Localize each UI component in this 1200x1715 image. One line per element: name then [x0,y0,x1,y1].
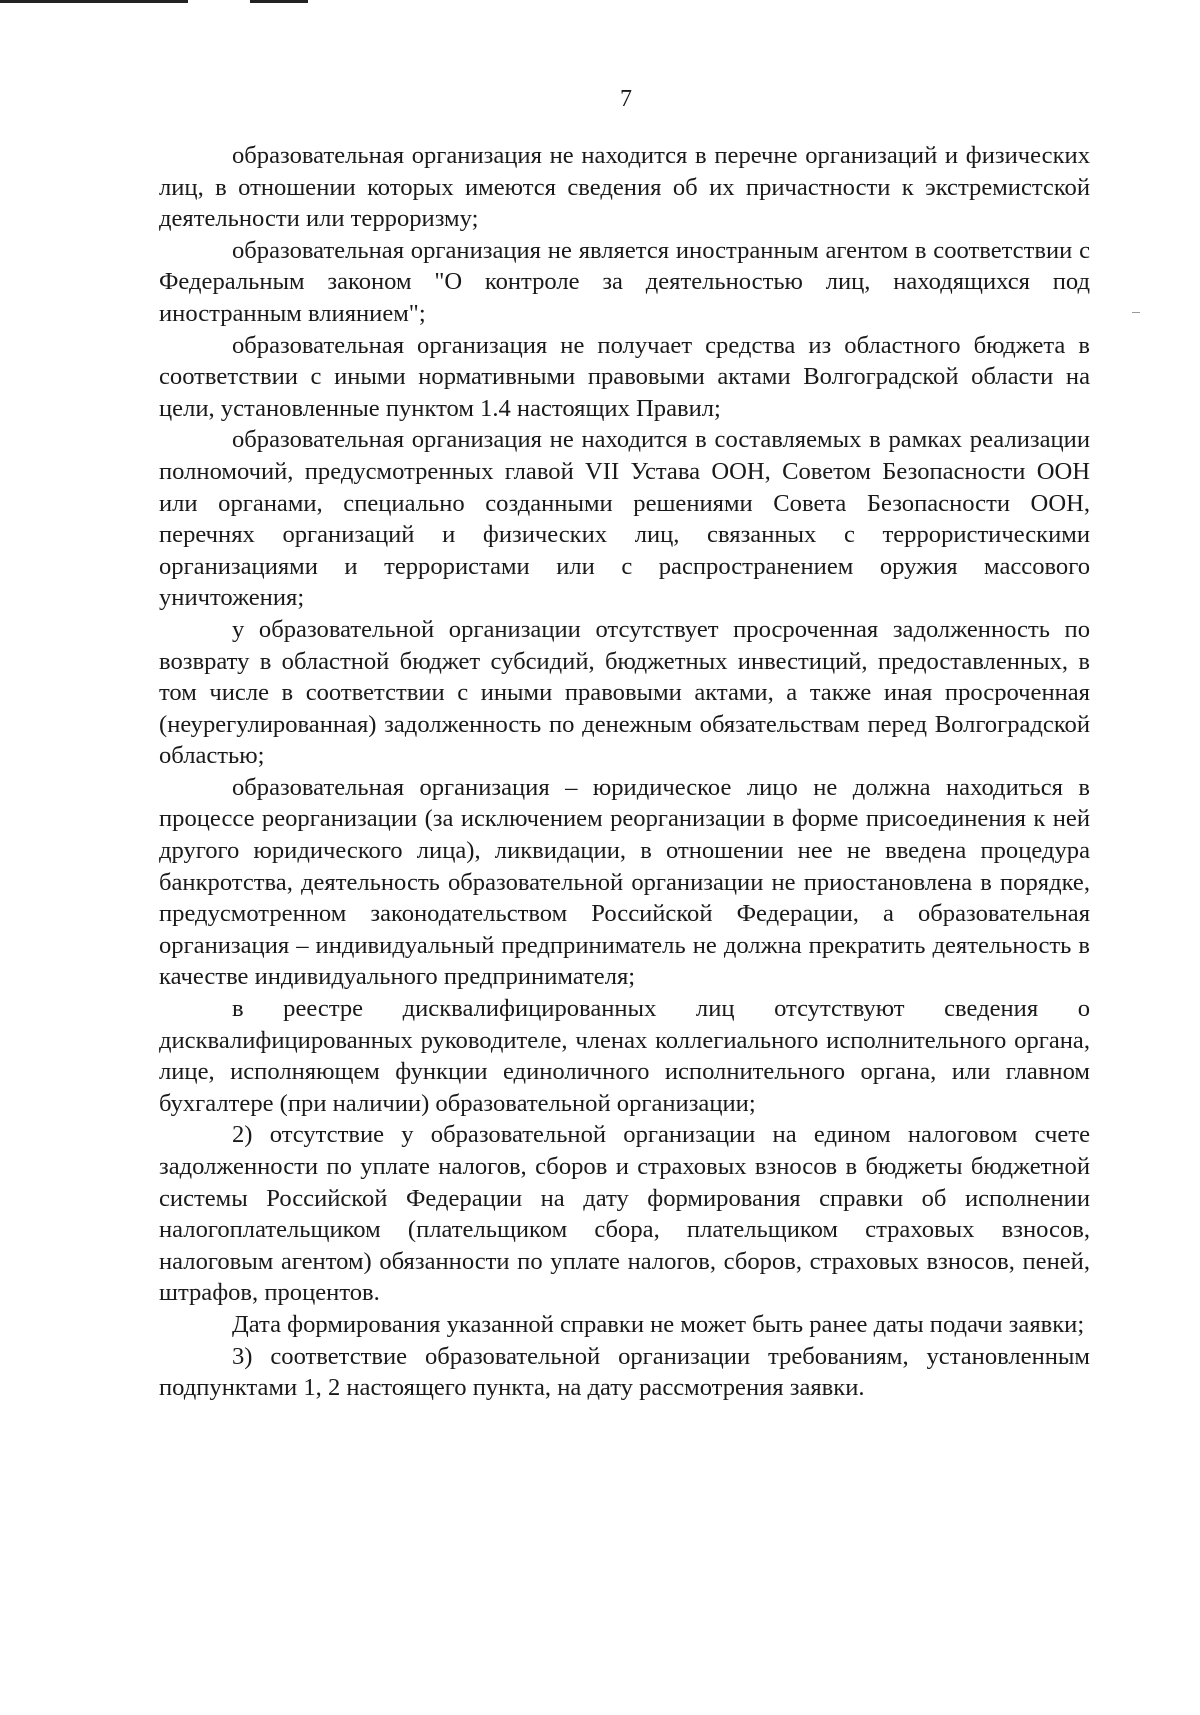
page-number: 7 [620,86,632,112]
paragraph: образовательная организация не находится в составляемых в рамках реализации полномочий, предусмотренных главой VII Устава ООН, Советом Безопасности ООН или органами, специально созданными решениями Совета Безопасности ООН, перечнях организаций и физических лиц, связанных с террористическими организациями и террористами или с распространением оружия массового уничтожения; [159,426,1090,612]
paragraph: образовательная организация не находится в перечне организаций и физических лиц, в отношении которых имеются сведения об их причастности к экстремистской деятельности или терроризму; [159,142,1090,233]
paragraph: образовательная организация не получает средства из областного бюджета в соответствии с иными нормативными правовыми актами Волгоградской области на цели, установленные пунктом 1.4 настоящих Правил; [159,331,1090,422]
paragraph: 3) соответствие образовательной организации требованиям, установленным подпунктами 1, 2 настоящего пункта, на дату рассмотрения заявки. [159,1342,1090,1402]
paragraph: у образовательной организации отсутствует просроченная задолженность по возврату в областной бюджет субсидий, бюджетных инвестиций, предоставленных, в том числе в соответствии с иными правовыми актами, а также иная просроченная (неурегулированная) задолженность по денежным обязательствам перед Волгоградской областью; [159,615,1090,770]
paragraph: в реестре дисквалифицированных лиц отсутствуют сведения о дисквалифицированных руководителе, членах коллегиального исполнительного органа, лице, исполняющем функции единоличного исполнительного органа, или главном бухгалтере (при наличии) образовательной организации; [159,995,1090,1117]
paragraph: 2) отсутствие у образовательной организации на едином налоговом счете задолженности по уплате налогов, сборов и страховых взносов в бюджеты бюджетной системы Российской Федерации на дату формирования справки об исполнении налогоплательщиком (плательщиком сбора, плательщиком страховых взносов, налоговым агентом) обязанности по уплате налогов, сборов, страховых взносов, пеней, штрафов, процентов. [159,1121,1090,1307]
paragraph: образовательная организация не является иностранным агентом в соответствии с Федеральным законом "О контроле за деятельностью лиц, находящихся под иностранным влиянием"; [159,236,1090,327]
scan-edge-mark [250,0,308,3]
document-body [159,140,1090,1404]
scan-edge-mark [0,0,188,3]
scan-speck [1132,312,1140,313]
paragraph: Дата формирования указанной справки не может быть ранее даты подачи заявки; [232,1310,1085,1338]
paragraph: образовательная организация – юридическое лицо не должна находиться в процессе реорганизации (за исключением реорганизации в форме присоединения к ней другого юридического лица), ликвидации, в отношении нее не введена процедура банкротства, деятельность образовательной организации не приостановлена в порядке, предусмотренном законодательством Российской Федерации, а образовательная организация – индивидуальный предприниматель не должна прекратить деятельность в качестве индивидуального предпринимателя; [159,773,1090,991]
